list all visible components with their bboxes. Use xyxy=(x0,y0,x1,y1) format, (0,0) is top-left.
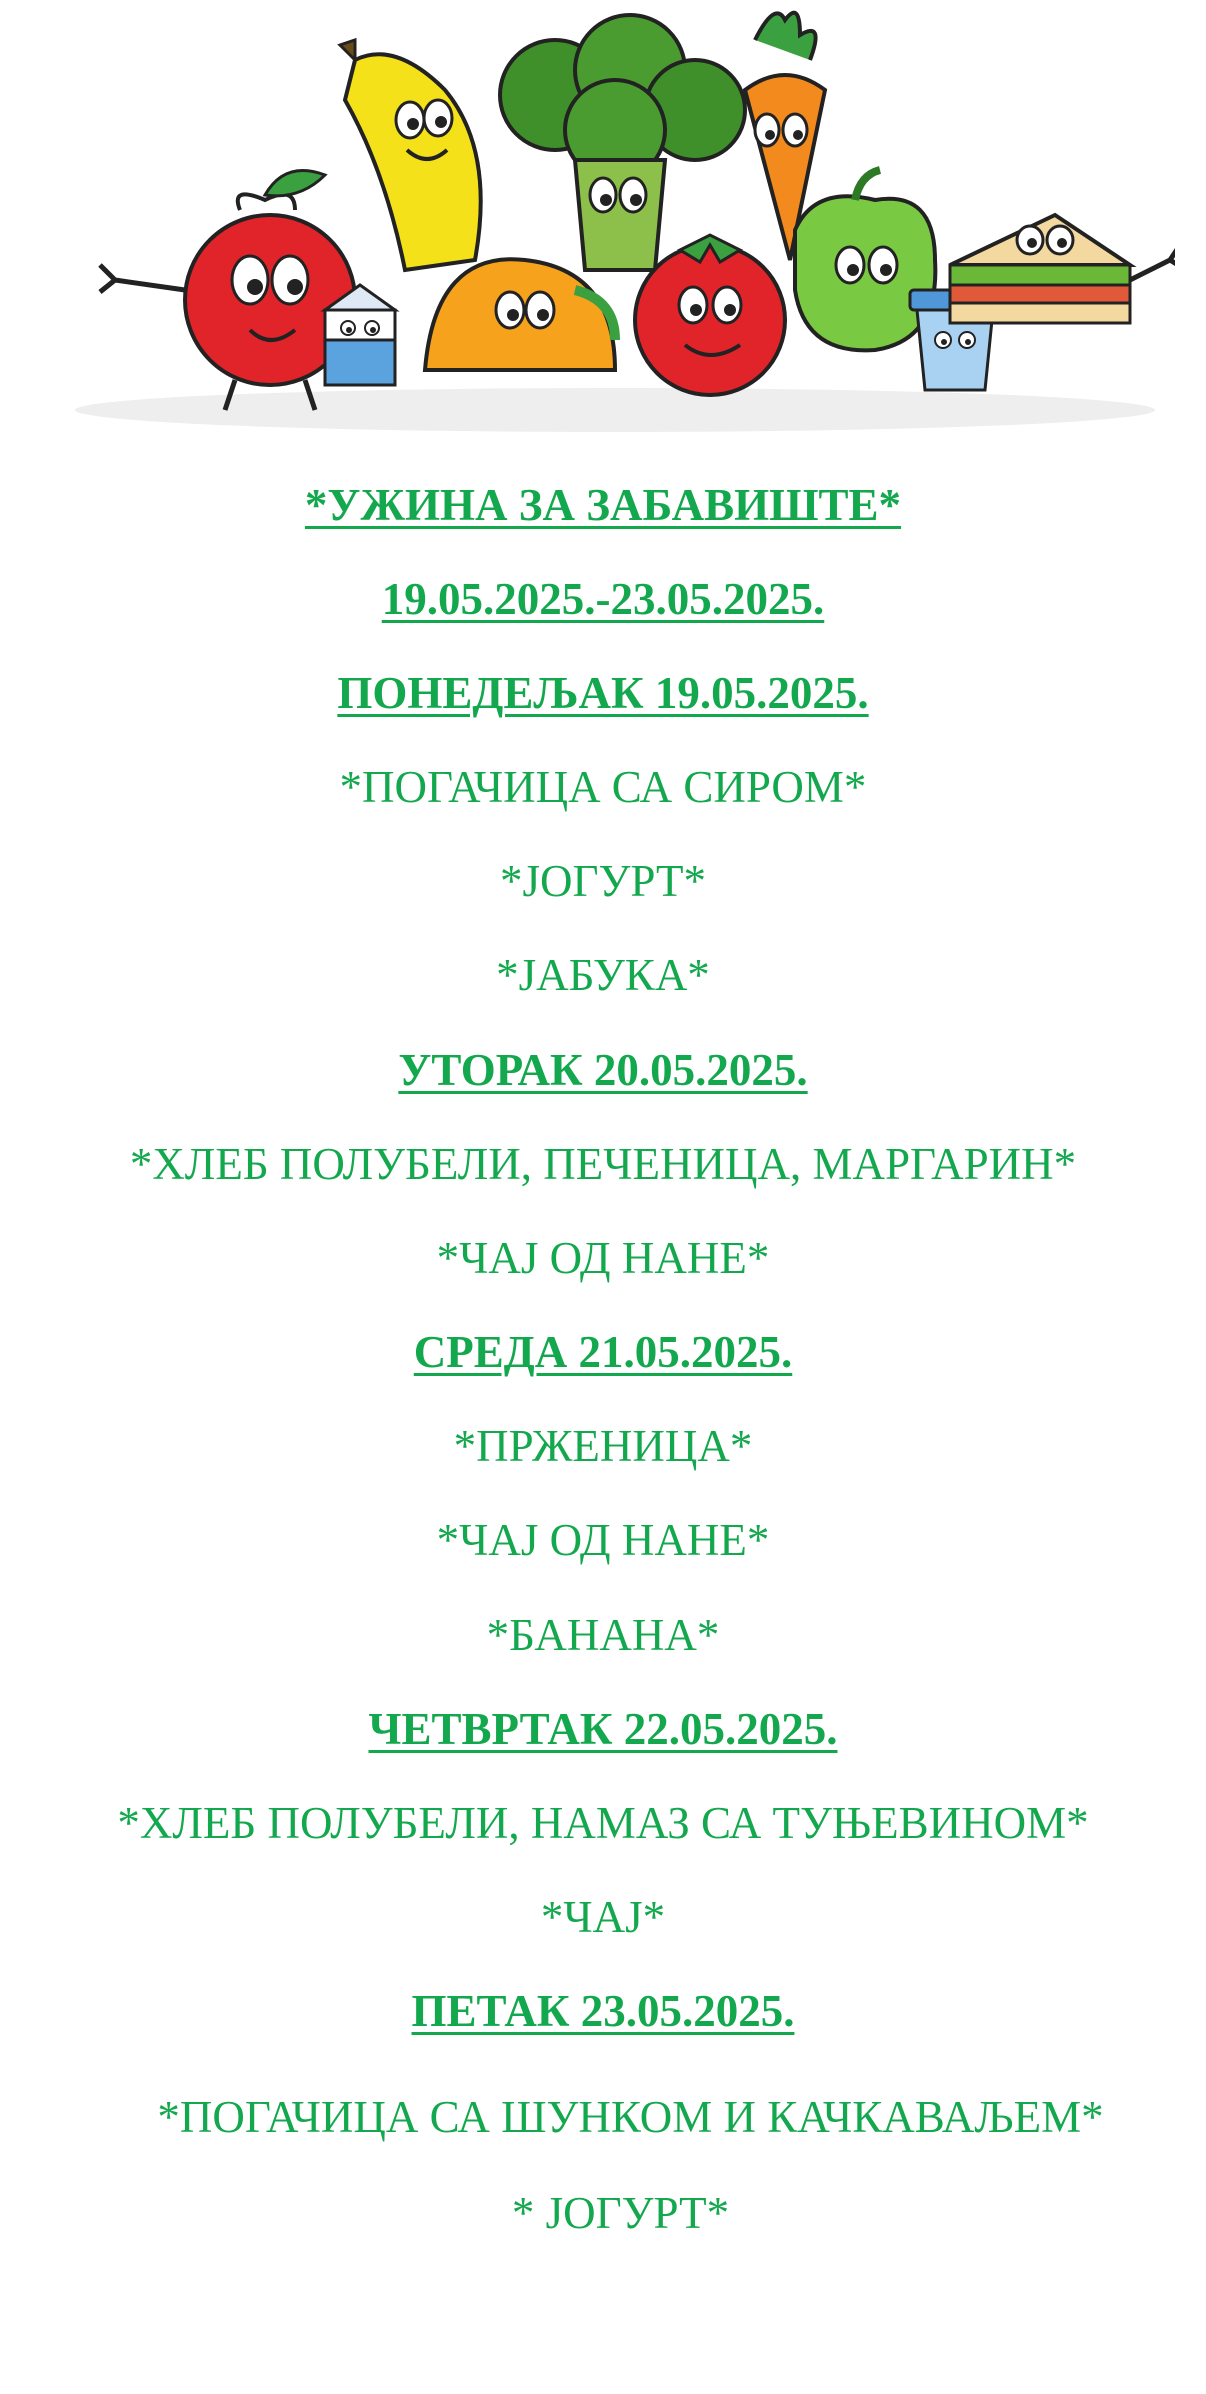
week-range: 19.05.2025.-23.05.2025. xyxy=(381,574,825,624)
banana-character xyxy=(340,40,481,270)
cartoon-food-illustration xyxy=(55,0,1175,440)
menu-item: * ЈОГУРТ* xyxy=(511,2188,730,2238)
pepper-character xyxy=(795,170,935,350)
menu-item: *ПРЖЕНИЦА* xyxy=(453,1421,753,1471)
taco-character xyxy=(425,259,615,370)
menu-item: *БАНАНА* xyxy=(486,1610,720,1660)
menu-item: *ЈАБУКА* xyxy=(496,950,710,1000)
menu-title: *УЖИНА ЗА ЗАБАВИШТЕ* xyxy=(304,480,902,530)
day-heading-tuesday: УТОРАК 20.05.2025. xyxy=(398,1045,808,1095)
day-heading-thursday: ЧЕТВРТАК 22.05.2025. xyxy=(368,1704,838,1754)
menu-item: *ПОГАЧИЦА СА СИРОМ* xyxy=(339,762,867,812)
menu-item: *ХЛЕБ ПОЛУБЕЛИ, НАМАЗ СА ТУЊЕВИНОМ* xyxy=(117,1798,1089,1848)
broccoli-character xyxy=(500,15,745,270)
menu-item: *ЧАЈ ОД НАНЕ* xyxy=(436,1515,770,1565)
menu-item: *ЧАЈ ОД НАНЕ* xyxy=(436,1233,770,1283)
day-heading-friday: ПЕТАК 23.05.2025. xyxy=(411,1986,795,2036)
day-heading-wednesday: СРЕДА 21.05.2025. xyxy=(413,1327,793,1377)
menu-item: *ХЛЕБ ПОЛУБЕЛИ, ПЕЧЕНИЦА, МАРГАРИН* xyxy=(129,1139,1077,1189)
apple-character xyxy=(100,171,355,411)
sandwich-character xyxy=(950,215,1175,323)
day-heading-monday: ПОНЕДЕЉАК 19.05.2025. xyxy=(337,668,869,718)
menu-item: *ЈОГУРТ* xyxy=(500,856,706,906)
menu-item: *ПОГАЧИЦА СА ШУНКОМ И КАЧКАВАЉЕМ* xyxy=(157,2092,1104,2142)
menu-item: *ЧАЈ* xyxy=(540,1892,666,1942)
